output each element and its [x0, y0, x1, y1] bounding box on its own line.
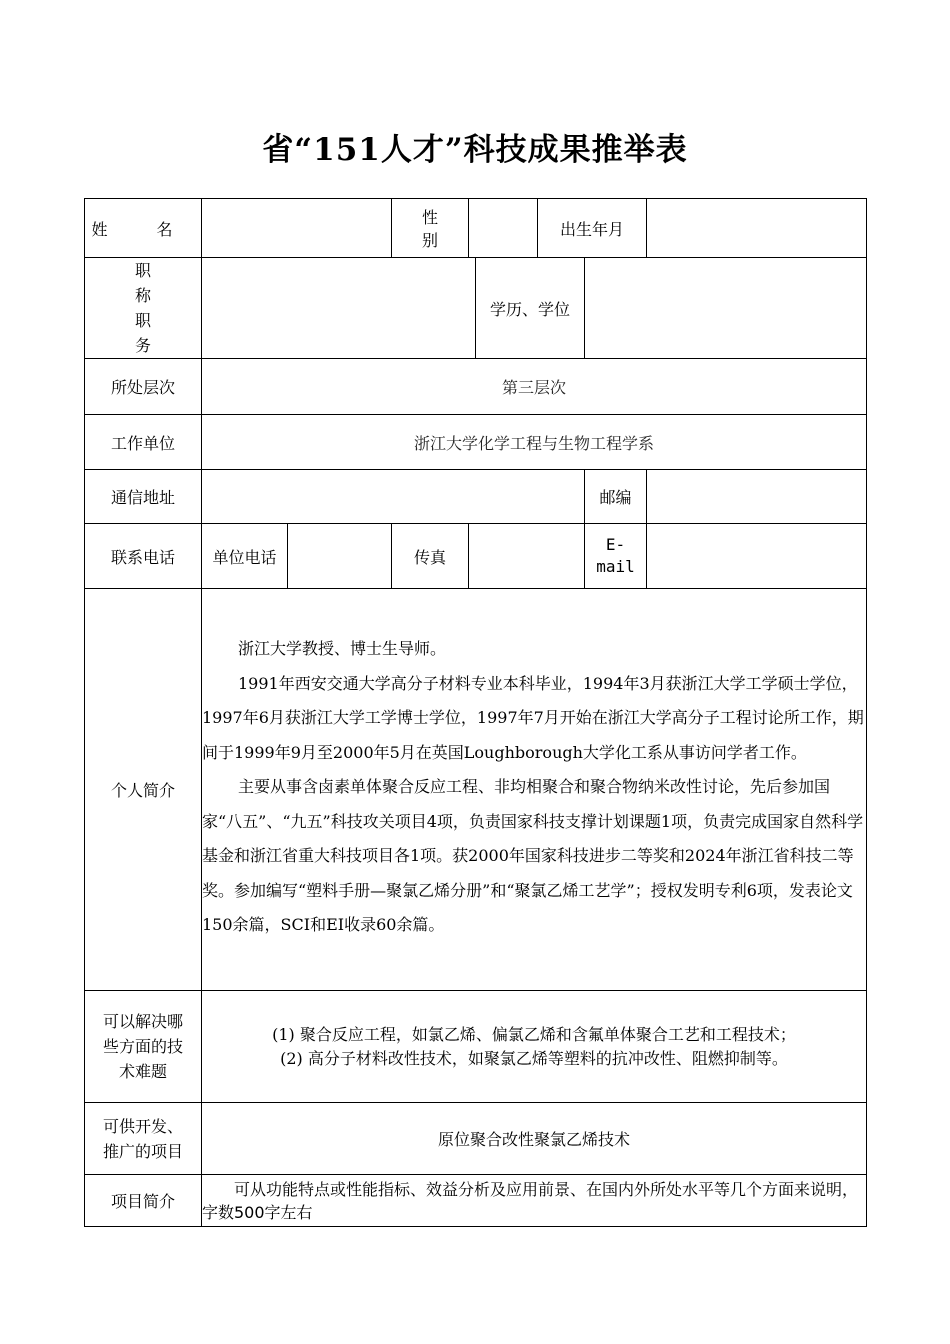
intro-content	[202, 1175, 867, 1227]
project-label	[85, 1103, 202, 1175]
birth-field[interactable]	[647, 199, 867, 258]
bio-paragraph: 浙江大学教授、博士生导师。	[238, 639, 447, 659]
intro-label: 项目简介	[85, 1175, 202, 1227]
tech-label-line: 术难题	[118, 1062, 167, 1081]
recommendation-form	[84, 198, 867, 1227]
bio-paragraph: 1991年西安交通大学高分子材料专业本科毕业，1994年3月获浙江大学工学硕士学位，1997年6月获浙江大学工学博士学位，1997年7月开始在浙江大学高分子工程讨论所工作，期间于1999年9月至2000年5月在英国Loughborough大学化工系从事访问学者工作。	[202, 673, 864, 762]
title-label: 职 称	[134, 261, 173, 305]
email-field[interactable]	[647, 524, 867, 589]
email-label-line2: mail	[596, 557, 635, 576]
email-label	[585, 524, 647, 589]
page-title: 省“151人才”科技成果推举表	[262, 132, 688, 168]
project-value: 原位聚合改性聚氯乙烯技术	[202, 1103, 867, 1175]
education-field[interactable]	[585, 258, 867, 359]
project-label-line: 可供开发、	[102, 1116, 183, 1136]
level-label: 所处层次	[85, 359, 202, 415]
unit-phone-field[interactable]	[288, 524, 392, 589]
tech-item: (1) 聚合反应工程，如氯乙烯、偏氯乙烯和含氟单体聚合工艺和工程技术；	[272, 1024, 796, 1044]
position-label: 职 务	[134, 311, 173, 355]
name-label: 姓 名	[85, 199, 202, 258]
workplace-label: 工作单位	[85, 415, 202, 470]
bio-label: 个人简介	[85, 589, 202, 991]
tech-problems-label	[85, 991, 202, 1103]
fax-field[interactable]	[469, 524, 585, 589]
tech-label-line: 些方面的技	[102, 1037, 183, 1056]
fax-label: 传真	[392, 524, 469, 589]
workplace-value: 浙江大学化学工程与生物工程学系	[202, 415, 867, 470]
title-position-field[interactable]	[202, 258, 476, 359]
postcode-field[interactable]	[647, 470, 867, 524]
phone-label: 联系电话	[85, 524, 202, 589]
gender-label: 性 别	[392, 199, 469, 258]
bio-paragraph: 主要从事含卤素单体聚合反应工程、非均相聚合和聚合物纳米改性讨论，先后参加国家“八五”、“九五”科技攻关项目4项，负责国家科技支撑计划课题1项，负责完成国家自然科学基金和浙江省重大科技项目各1项。获2000年国家科技进步二等奖和2024年浙江省科技二等奖。参加编写“塑料手册—聚氯乙烯分册”和“聚氯乙烯工艺学”；授权发明专利6项，发表论文150余篇，SCI和EI收录60余篇。	[202, 777, 864, 935]
education-label: 学历、学位	[476, 258, 585, 359]
birth-label: 出生年月	[538, 199, 647, 258]
project-label-line: 推广的项目	[102, 1141, 183, 1161]
address-field[interactable]	[202, 470, 585, 524]
title-position-label	[85, 258, 202, 359]
tech-item: (2) 高分子材料改性技术，如聚氯乙烯等塑料的抗冲改性、阻燃抑制等。	[280, 1048, 788, 1068]
unit-phone-label: 单位电话	[202, 524, 288, 589]
bio-content	[202, 589, 867, 991]
email-label-line1: E-	[605, 535, 626, 554]
name-field[interactable]	[202, 199, 392, 258]
postcode-label: 邮编	[585, 470, 647, 524]
level-value: 第三层次	[202, 359, 867, 415]
address-label: 通信地址	[85, 470, 202, 524]
tech-problems-content	[202, 991, 867, 1103]
tech-label-line: 可以解决哪	[102, 1012, 183, 1031]
gender-field[interactable]	[469, 199, 538, 258]
intro-text: 可从功能特点或性能指标、效益分析及应用前景、在国内外所处水平等几个方面来说明，字数500字左右	[202, 1179, 859, 1222]
